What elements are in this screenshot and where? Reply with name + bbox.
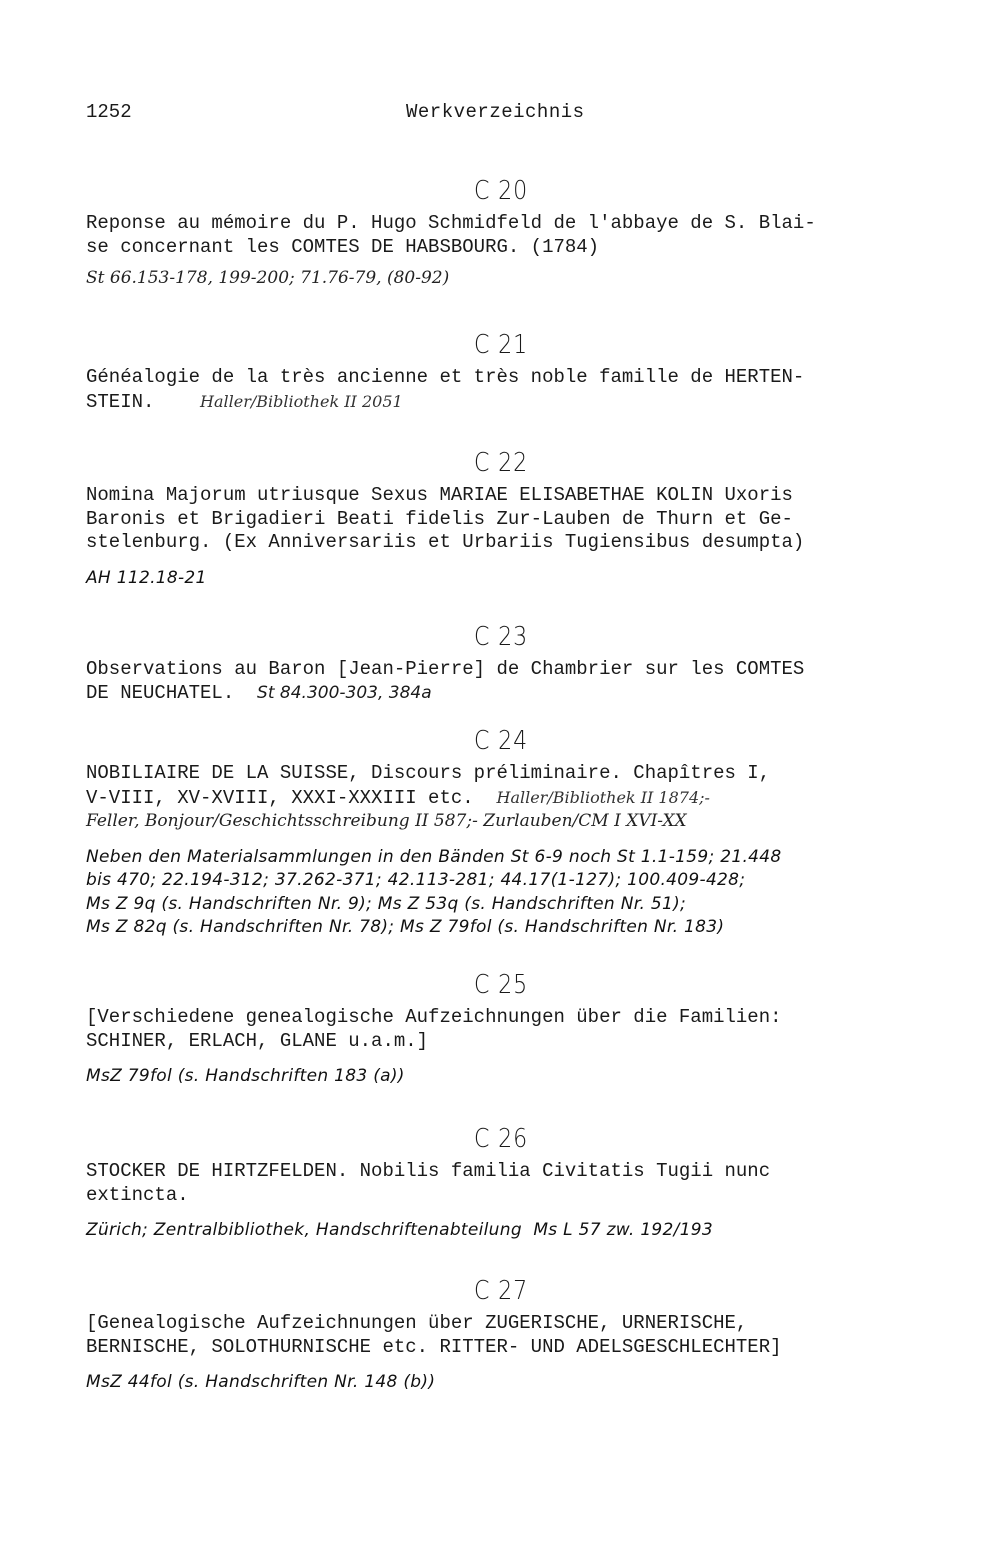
- entry-number: C 22: [473, 448, 528, 478]
- entry-number: C 23: [473, 622, 528, 652]
- entry-number: C 24: [473, 726, 528, 756]
- entry-reference: Haller/Bibliothek II 2051: [200, 391, 403, 411]
- entry-number: C 21: [473, 330, 528, 360]
- entry-reference: St 66.153-178, 199-200; 71.76-79, (80-92): [86, 268, 450, 288]
- entry-note: Neben den Materialsammlungen in den Bänden St 6-9 noch St 1.1-159; 21.448 bis 470; 22.194-312; 37.262-371; 42.113-281; 44.17(1-127); 100.409-428; Ms Z 9q (s. Handschriften Nr. 9); Ms Z 53q (s. Handschriften Nr. 51); Ms Z 82q (s. Handschriften Nr. 78); Ms Z 79fol (s. Handschriften Nr. 183): [86, 846, 782, 937]
- entry-c22: [86, 448, 966, 590]
- entry-title: Nomina Majorum utriusque Sexus MARIAE ELISABETHAE KOLIN Uxoris Baronis et Brigadieri Beati fidelis Zur-Lauben de Thurn et Ge- stelenburg. (Ex Anniversariis et Urbariis Tugiensibus desumpta): [86, 484, 805, 553]
- entry-c23: [86, 622, 966, 705]
- entry-number: C 26: [473, 1124, 528, 1154]
- entry-reference: MsZ 44fol (s. Handschriften Nr. 148 (b)): [86, 1372, 436, 1392]
- entry-reference: MsZ 79fol (s. Handschriften 183 (a)): [86, 1066, 405, 1086]
- entry-title: [Genealogische Aufzeichnungen über ZUGERISCHE, URNERISCHE, BERNISCHE, SOLOTHURNISCHE etc. RITTER- UND ADELSGESCHLECHTER]: [86, 1312, 782, 1358]
- entry-title-text: NOBILIAIRE DE LA SUISSE, Discours préliminaire. Chapîtres I, V-VIII, XV-XVIII, XXXI-XXXIII etc.: [86, 762, 771, 809]
- running-title: Werkverzeichnis: [406, 101, 585, 123]
- entry-title: [Verschiedene genealogische Aufzeichnungen über die Familien: SCHINER, ERLACH, GLANE u.a.m.]: [86, 1006, 782, 1052]
- entry-number: C 20: [473, 176, 528, 206]
- entry-title: [86, 366, 966, 414]
- entry-reference-inline: Haller/Bibliothek II 1874;-: [496, 787, 710, 807]
- entry-title: Reponse au mémoire du P. Hugo Schmidfeld de l'abbaye de S. Blai- se concernant les COMTES DE HABSBOURG. (1784): [86, 212, 816, 258]
- entry-title: [86, 762, 966, 810]
- entry-c21: [86, 330, 966, 414]
- entry-c27: [86, 1276, 966, 1395]
- entry-number: C 25: [473, 970, 528, 1000]
- page-number: 1252: [86, 101, 132, 123]
- entry-reference: Feller, Bonjour/Geschichtsschreibung II 587;- Zurlauben/CM I XVI-XX: [86, 811, 687, 831]
- entry-c20: [86, 176, 966, 291]
- entry-title: [86, 658, 966, 705]
- entry-title-text: Généalogie de la très ancienne et très noble famille de HERTEN- STEIN.: [86, 366, 805, 413]
- entry-reference: AH 112.18-21: [86, 567, 207, 588]
- entry-reference: Zürich; Zentralbibliothek, Handschriftenabteilung Ms L 57 zw. 192/193: [86, 1220, 714, 1240]
- entry-c25: [86, 970, 966, 1089]
- entry-title: STOCKER DE HIRTZFELDEN. Nobilis familia Civitatis Tugii nunc extincta.: [86, 1160, 771, 1206]
- page-header: [86, 101, 966, 129]
- entry-title-text: Observations au Baron [Jean-Pierre] de Chambrier sur les COMTES DE NEUCHATEL.: [86, 658, 805, 704]
- entry-c26: [86, 1124, 966, 1243]
- entry-reference: St 84.300-303, 384a: [257, 682, 432, 703]
- entry-number: C 27: [473, 1276, 528, 1306]
- entry-c24: [86, 726, 966, 940]
